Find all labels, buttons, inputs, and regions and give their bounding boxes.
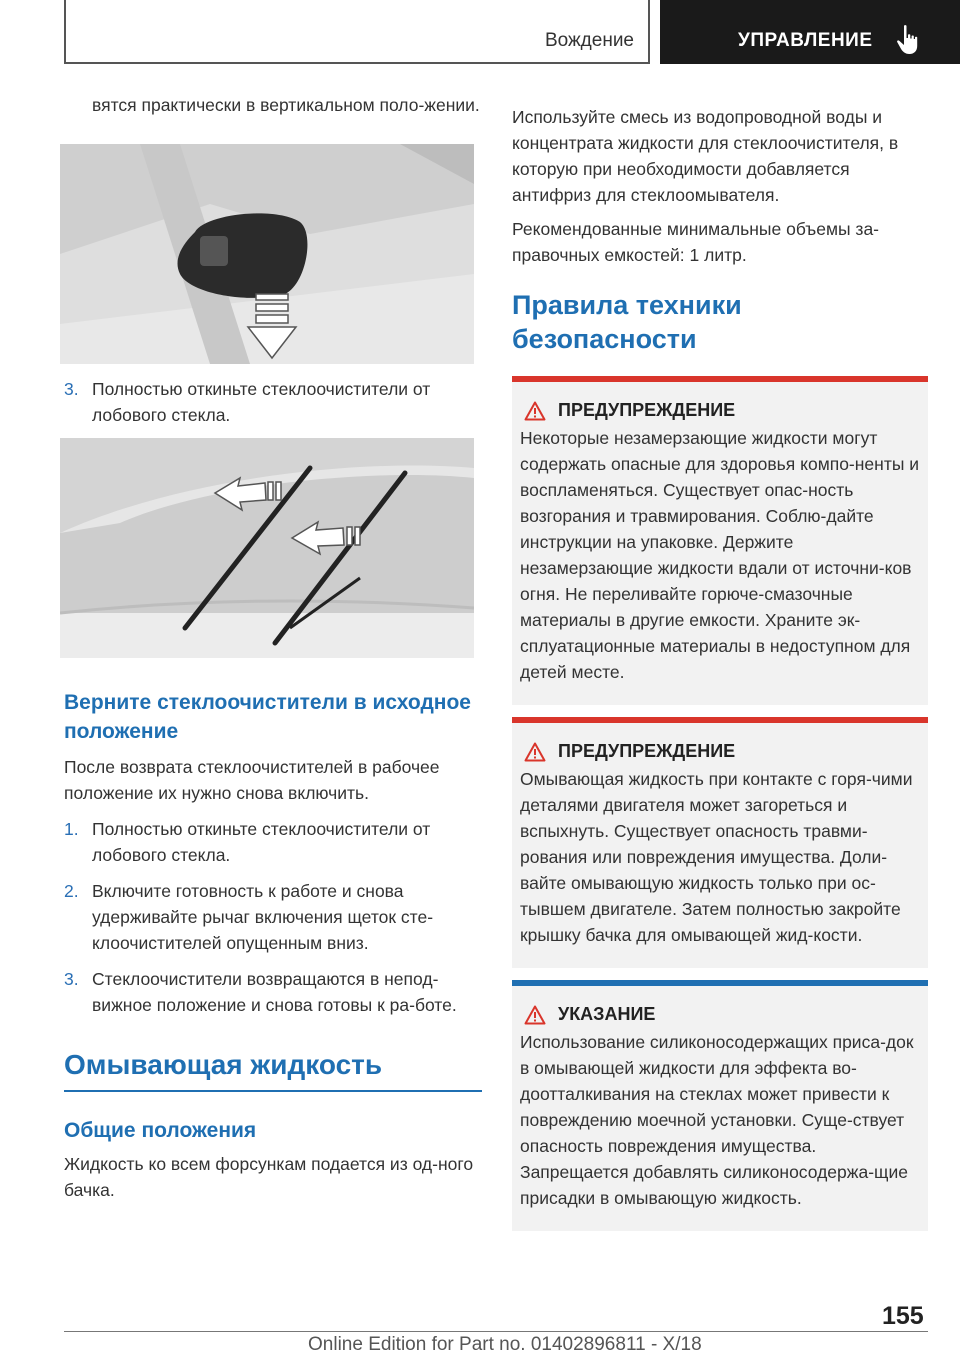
step-text: Включите готовность к работе и снова удерживайте рычаг включения щеток сте-клоочистителей опущенным вниз. [92,881,434,953]
step-text: Полностью откиньте стеклоочистители от лобового стекла. [92,379,431,425]
warning-box-2 [512,717,928,968]
step-number: 3. [64,969,79,989]
page-number: 155 [882,1302,924,1330]
general-heading: Общие положения [64,1119,257,1142]
general-text: Жидкость ко всем форсункам подается из од-ного бачка. [64,1154,474,1200]
washer-fluid-heading: Омывающая жидкость [64,1049,383,1080]
header-section-label: Вождение [544,30,634,51]
return-step-2 [64,878,482,956]
heading-rule [64,1090,482,1092]
warning-triangle-icon [524,742,546,762]
warning-text: Омывающая жидкость при контакте с горя-чими деталями двигателя может загореться и вспыхнуть. Существует опасность травми-рования или повреждения имущества. Доли-вайте омывающую жидкость только при ос-тывшем двигателе. Затем полностью закройте крышку бачка для омывающей жид-кости. [520,769,913,945]
notice-title: УКАЗАНИЕ [558,1004,656,1024]
warning-bar [512,376,928,382]
return-text: После возврата стеклоочистителей в рабочее положение их нужно снова включить. [64,757,440,803]
figure-windshield-wipers [60,438,474,658]
step-text: Полностью откиньте стеклоочистители от лобового стекла. [92,819,431,865]
warning-title: ПРЕДУПРЕЖДЕНИЕ [558,741,736,761]
warning-box-1 [512,376,928,705]
notice-text: Использование силиконосодержащих приса-док в омывающей жидкости для эффекта во-доотталкивания на стеклах может привести к повреждению моечной установки. Суще-ствует опасность повреждения имущества. Запрещается добавлять силиконосодержа-щие присадки в омывающую жидкость. [520,1032,914,1208]
step-number: 1. [64,819,79,839]
notice-bar [512,980,928,986]
return-step-3 [64,966,482,1018]
figure-mirror-lever [60,144,474,364]
chapter-tab-label: УПРАВЛЕНИЕ [738,30,873,51]
warning-bar [512,717,928,723]
footer-rule [64,1331,928,1332]
footer-edition: Online Edition for Part no. 01402896811 - X/18 [308,1334,702,1355]
right-column [512,92,928,1231]
step-number: 2. [64,881,79,901]
step-number: 3. [64,379,79,399]
intro-text: вятся практически в вертикальном поло-жении. [92,95,480,115]
return-heading: Верните стеклоочистители в исходное положение [64,691,471,743]
warning-title: ПРЕДУПРЕЖДЕНИЕ [558,400,736,420]
notice-box [512,980,928,1231]
hand-pointer-icon [895,24,921,56]
warning-text: Некоторые незамерзающие жидкости могут содержать опасные для здоровья компо-ненты и воспламеняться. Существует опас-ность возгорания и травмирования. Соблю-дайте инструкции на упаковке. Держите незамерзающие жидкости вдали от источни-ков огня. Не переливайте горюче-смазочные материалы в другие емкости. Храните эк-сплуатационные материалы в недоступном для детей месте. [520,428,920,682]
mix-text: Используйте смесь из водопроводной воды и концентрата жидкости для стеклоочистителя, в которую при необходимости добавляется антифриз для стеклоомывателя. [512,107,899,205]
volume-text: Рекомендованные минимальные объемы за-правочных емкостей: 1 литр. [512,219,880,265]
left-column [64,92,482,1203]
step-item-top [64,376,482,428]
step-text: Стеклоочистители возвращаются в непод-вижное положение и снова готовы к ра-боте. [92,969,457,1015]
notice-triangle-icon [524,1005,546,1025]
return-step-1 [64,816,482,868]
warning-triangle-icon [524,401,546,421]
header-frame [64,0,650,64]
safety-heading: Правила техники безопасности [512,290,742,354]
